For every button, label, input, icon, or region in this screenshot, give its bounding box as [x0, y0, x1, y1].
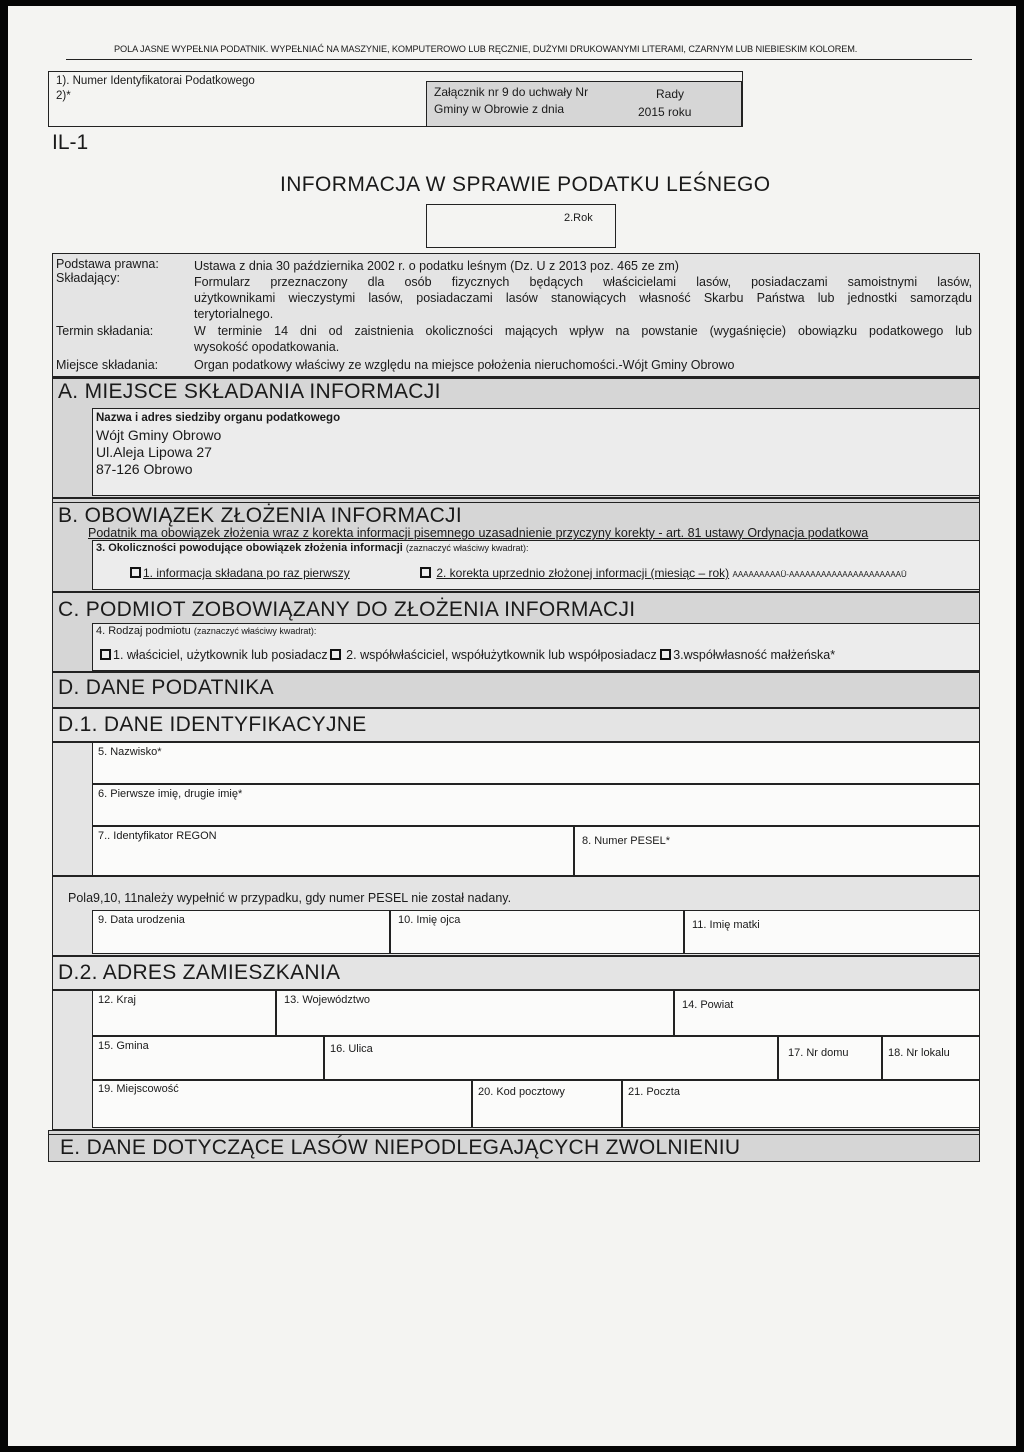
option-correction[interactable]	[420, 566, 907, 580]
field-12-label: 12. Kraj	[98, 994, 136, 1006]
tax-id-label: 1). Numer Identyfikatorai Podatkowego	[56, 75, 255, 87]
tax-office-label: Nazwa i adres siedziby organu podatkowego	[96, 412, 341, 424]
option-co-owner-label: 2. współwłaściciel, współużytkownik lub współposiadacz	[346, 648, 657, 662]
section-a-title: A. MIEJSCE SKŁADANIA INFORMACJI	[58, 380, 441, 403]
section-e-title: E. DANE DOTYCZĄCE LASÓW NIEPODLEGAJĄCYCH ZWOLNIENIU	[60, 1136, 741, 1159]
tax-office-line3: 87-126 Obrowo	[96, 461, 193, 477]
section-b-title: B. OBOWIĄZEK ZŁOŻENIA INFORMACJI	[58, 504, 462, 527]
field-8-label: 8. Numer PESEL*	[582, 835, 671, 847]
field-4-hint: (zaznaczyć właściwy kwadrat):	[193, 626, 317, 636]
option-first-submission[interactable]	[130, 566, 350, 580]
field-2-label: 2)*	[56, 90, 71, 102]
option-owner-label: 1. właściciel, użytkownik lub posiadacz	[113, 648, 328, 662]
option-correction-label: 2. korekta uprzednio złożonej informacji (miesiąc – rok)	[436, 566, 730, 580]
section-c-title: C. PODMIOT ZOBOWIĄZANY DO ZŁOŻENIA INFORMACJI	[58, 598, 636, 621]
annex-rady: Rady	[656, 87, 685, 101]
checkbox-first[interactable]	[130, 567, 141, 578]
option-marital-label: 3.współwłasność małżeńska*	[673, 648, 836, 662]
field-15-label: 15. Gmina	[98, 1040, 149, 1052]
field-18-label: 18. Nr lokalu	[888, 1047, 950, 1059]
termin-line2: wysokość opodatkowania.	[194, 340, 340, 354]
field-11-label: 11. Imię matki	[692, 919, 760, 931]
miejsce-text: Organ podatkowy właściwy ze względu na miejsce położenia nieruchomości.-Wójt Gminy Obrowo	[194, 358, 735, 372]
annex-year: 2015 roku	[638, 105, 692, 119]
field-20-label: 20. Kod pocztowy	[478, 1086, 565, 1098]
pesel-note: Pola9,10, 11należy wypełnić w przypadku, gdy numer PESEL nie został nadany.	[68, 891, 512, 905]
field-11-mother[interactable]	[684, 910, 980, 954]
termin-label: Termin składania:	[56, 324, 154, 338]
section-d-title: D. DANE PODATNIKA	[58, 676, 274, 699]
field-7-label: 7.. Identyfikator REGON	[98, 830, 217, 842]
termin-line1: W terminie 14 dni od zaistnienia okoliczności mających wpływ na powstanie (wygaśnięcie) obowiązku podatkowego lub	[194, 324, 972, 338]
tax-office-line2: Ul.Aleja Lipowa 27	[96, 444, 212, 460]
year-label: 2.Rok	[564, 212, 593, 224]
skladajacy-line1: Formularz przeznaczony dla osób fizycznych będących właścicielami lasów, posiadaczami samoistnymi lasów,	[194, 275, 972, 289]
field-10-label: 10. Imię ojca	[398, 914, 461, 926]
miejsce-label: Miejsce składania:	[56, 358, 159, 372]
correction-date-fill: AAAAAAAAAÜ-AAAAAAAAAAAAAAAAAAAAAÜ	[732, 570, 907, 579]
skladajacy-label: Składający:	[56, 271, 120, 285]
field-4-label: 4. Rodzaj podmiotu	[96, 625, 191, 637]
podstawa-label: Podstawa prawna:	[56, 257, 159, 271]
field-19-label: 19. Miejscowość	[98, 1083, 179, 1095]
section-e-rule	[48, 1134, 980, 1135]
section-b-rule	[52, 502, 980, 503]
section-d2-title: D.2. ADRES ZAMIESZKANIA	[58, 961, 341, 984]
header-rule	[66, 59, 972, 60]
option-first-label: 1. informacja składana po raz pierwszy	[143, 566, 350, 580]
field-8-pesel[interactable]	[574, 826, 980, 876]
field-17-label: 17. Nr domu	[788, 1047, 849, 1059]
annex-line1: Załącznik nr 9 do uchwały Nr	[434, 85, 589, 99]
section-b-note: Podatnik ma obowiązek złożenia wraz z korekta informacji pisemnego uzasadnienie przyczyny korekty - art. 81 ustawy Ordynacja podatkowa	[88, 526, 869, 540]
field-6-label: 6. Pierwsze imię, drugie imię*	[98, 788, 243, 800]
checkbox-correction[interactable]	[420, 567, 431, 578]
field-16-street[interactable]	[324, 1036, 778, 1080]
field-3-hint: (zaznaczyć właściwy kwadrat):	[405, 543, 529, 553]
form-code: IL-1	[52, 131, 89, 154]
subject-type-options	[100, 648, 835, 662]
checkbox-owner[interactable]	[100, 649, 111, 660]
form-title: INFORMACJA W SPRAWIE PODATKU LEŚNEGO	[280, 173, 771, 196]
field-13-label: 13. Województwo	[284, 994, 371, 1006]
form-page	[8, 6, 1016, 1446]
skladajacy-line2: użytkownikami wieczystymi lasów, posiadaczami lasów stanowiących własność Skarbu Państwa lub jednostki samorządu	[194, 291, 972, 305]
checkbox-co-owner[interactable]	[330, 649, 341, 660]
annex-line2: Gminy w Obrowie z dnia	[434, 102, 565, 116]
field-9-label: 9. Data urodzenia	[98, 914, 185, 926]
checkbox-marital[interactable]	[660, 649, 671, 660]
field-5-surname[interactable]	[92, 742, 980, 784]
field-3-label: 3. Okoliczności powodujące obowiązek złożenia informacji	[96, 542, 403, 554]
year-field[interactable]	[426, 204, 616, 248]
field-5-label: 5. Nazwisko*	[98, 746, 162, 758]
section-d1-title: D.1. DANE IDENTYFIKACYJNE	[58, 713, 367, 736]
field-14-label: 14. Powiat	[682, 999, 734, 1011]
fill-instructions: POLA JASNE WYPEŁNIA PODATNIK. WYPEŁNIAĆ NA MASZYNIE, KOMPUTEROWO LUB RĘCZNIE, DUŻYMI DRUKOWANYMI LITERAMI, CZARNYM LUB NIEBIESKIM KOLOREM.	[114, 44, 858, 54]
field-21-label: 21. Poczta	[628, 1086, 680, 1098]
field-16-label: 16. Ulica	[330, 1043, 373, 1055]
podstawa-text: Ustawa z dnia 30 października 2002 r. o podatku leśnym (Dz. U z 2013 poz. 465 ze zm)	[194, 259, 679, 273]
tax-office-line1: Wójt Gminy Obrowo	[96, 427, 222, 443]
field-14-county[interactable]	[674, 990, 980, 1036]
skladajacy-line3: terytorialnego.	[194, 307, 274, 321]
